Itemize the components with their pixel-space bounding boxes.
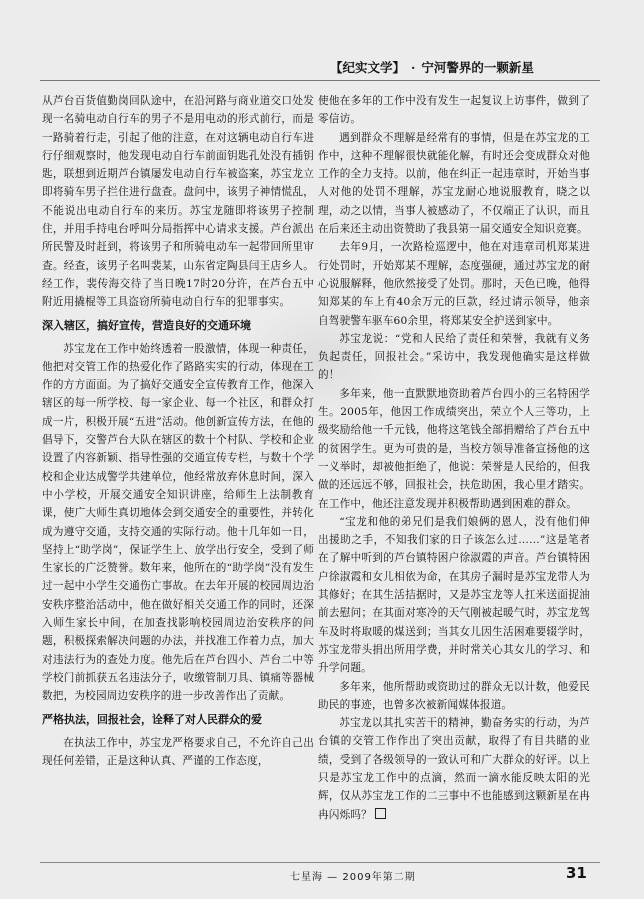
paragraph: “宝龙和他的弟兄们是我们娘俩的恩人，没有他们伸出援助之手，不知我们家的日子该怎么过……”这是笔者在了解中听到的芦台镇特困户徐淑霞的声音。芦台镇特困户徐淑霞和女儿相依为命，在其房子漏时是苏宝龙带人为其修好；在其生活拮据时，又是苏宝龙等人扛米送面捉油前去慰问；在其面对寒冷的天气刚被起暖气时，苏宝龙驾车及时将取暖的煤送到；当其女儿因生活困难要辍学时，苏宝龙带头捐出所用学费，并时常关心其女儿的学习、和升学问题。 <box>318 515 590 675</box>
left-text-column <box>42 92 314 770</box>
page-footer <box>0 864 644 886</box>
section-heading: 深入辖区，搞好宣传，营造良好的交通环境 <box>42 318 251 332</box>
paragraph: 多年来，他一直默默地资助着芦台四小的三名特困学生。2005年，他因工作成绩突出，荣立个人三等功，上级奖励给他一千元钱，他将这笔钱全部捐赠给了芦台五中的贫困学生。更为可贵的是，当校方领导准备宣扬他的这一义举时，却被他拒绝了，他说：荣誉是人民给的，但我做的还远远不够，回报社会，扶危助困，我心里才踏实。在工作中，他还注意发现并积极帮助遇到困难的群众。 <box>318 387 590 510</box>
paragraph: 使他在多年的工作中没有发生一起复议上访事件，做到了零信访。 <box>318 95 590 126</box>
header-separator: · <box>411 59 416 75</box>
paragraph: 多年来，他所帮助或资助过的群众无以计数，他爱民助民的事迹，也曾多次被新闻媒体报道。 <box>318 680 590 711</box>
paragraph: 苏宝龙以其扎实苦干的精神，勤奋务实的行动，为芦台镇的交管工作作出了突出贡献，取得了有目共睹的业绩，受到了各级领导的一致认可和广大群众的好评。以上只是苏宝龙工作中的点滴，然而一滴水能反映太阳的光辉，仅从苏宝龙工作的二三事中不也能感到这颗新星在冉冉闪烁吗？ <box>318 717 590 821</box>
section-heading: 严格执法，回报社会，诠释了对人民群众的爱 <box>42 712 262 726</box>
article-title: 宁河警界的一颗新星 <box>421 60 534 75</box>
end-of-article-mark <box>375 808 386 819</box>
column-label: 【纪实文学】 <box>330 60 406 75</box>
footer-rule <box>40 862 600 863</box>
paragraph: 从芦台百货值勤岗回队途中，在沿河路与商业道交口处发现一名骑电动自行车的男子不是用电动的形式前行，而是一路骑着行走，引起了他的注意，在对这辆电动自行车进行仔细观察时，他发现电动自行车前面钥匙孔处没有插钥匙，联想到近期芦台镇屡发电动自行车被盗案，苏宝龙立即将骑车男子拦住进行盘查。盘问中，该男子神情慌乱，不能说出电动自行车的来历。苏宝龙随即将该男子控制住，并用手持电台呼叫分局指挥中心请求支援。芦台派出所民警及时赶到，将该男子和所骑电动车一起带回所里审查。经查，该男子名叫裴某，山东省定陶县闫王店乡人。经工作，裴传海交待了当日晚17时20分许，在芦台五中附近用撬棍等工具盗窃所骑电动自行车的犯罪事实。 <box>42 95 314 309</box>
paragraph: 苏宝龙在工作中始终透着一股激情，体现一种责任，他把对交管工作的热爱化作了路路实实的行动，体现在工作的方方面面。为了搞好交通安全宣传教育工作，他深入辖区的每一所学校、每一家企业、每一个社区，和群众打成一片，积极开展“五进”活动。他创新宣传方法，在他的倡导下，交警芦台大队在辖区的数十个村队、学校和企业设置了内容新颖、指导性强的交通宣传专栏，与数十个学校和企业达成警学共建单位，他经常放弃休息时间，深入中小学校，开展交通安全知识讲座，给师生上法制教育课，使广大师生真切地体会到交通安全的重要性，并转化成为遵守交通，支持交通的实际行动。他十几年如一日，坚持上“助学岗”，保证学生上、放学出行安全，受到了师生家长的广泛赞誉。数年来，他所在的“助学岗”没有发生过一起中小学生交通伤亡事故。在去年开展的校园周边治安秩序整治活动中，他在做好相关交通工作的同时，还深入师生家长中间，在加查找影响校园周边治安秩序的问题，积极探索解决问题的办法，并找准工作着力点，加大对违法行为的查处力度。他先后在芦台四小、芦台二中等学校门前抓获五名违法分子，收缴管制刀具、镇痛等器械数把，为校园周边安秩序的进一步改善作出了贡献。 <box>42 342 314 703</box>
magazine-issue: 七星海 — 2009年第二期 <box>290 872 416 883</box>
paragraph: 苏宝龙说：“党和人民给了责任和荣誉，我就有义务负起责任，回报社会。”采访中，我发现他确实是这样做的！ <box>318 332 590 382</box>
paragraph: 在执法工作中，苏宝龙严格要求自己，不允许自己出现任何差错，正是这种认真、严谨的工作态度， <box>42 736 314 767</box>
paragraph: 去年9月，一次路检巡逻中，他在对违章司机郑某进行处罚时，开始郑某不理解，态度强硬，通过苏宝龙的耐心说服解释，他欣然接受了处罚。那时，天色已晚，他得知郑某的车上有40余万元的巨款，经过请示领导，他亲自驾驶警车驱车60余里，将郑某安全护送到家中。 <box>318 241 590 327</box>
header-rule <box>40 80 600 81</box>
right-text-column <box>318 92 590 824</box>
running-header <box>330 56 592 78</box>
paragraph: 遇到群众不理解是经常有的事情，但是在苏宝龙的工作中，这种不理解很快就能化解，有时还会变成群众对他工作的全力支持。以前，他在纠正一起违章时，开始当事人对他的处罚不理解，苏宝龙耐心地说服教育，晓之以理，动之以情，当事人被感动了，不仅端正了认识，而且在后来还主动出资赞助了我县第一届交通安全知识竞赛。 <box>318 131 590 236</box>
page-number: 31 <box>566 864 587 882</box>
